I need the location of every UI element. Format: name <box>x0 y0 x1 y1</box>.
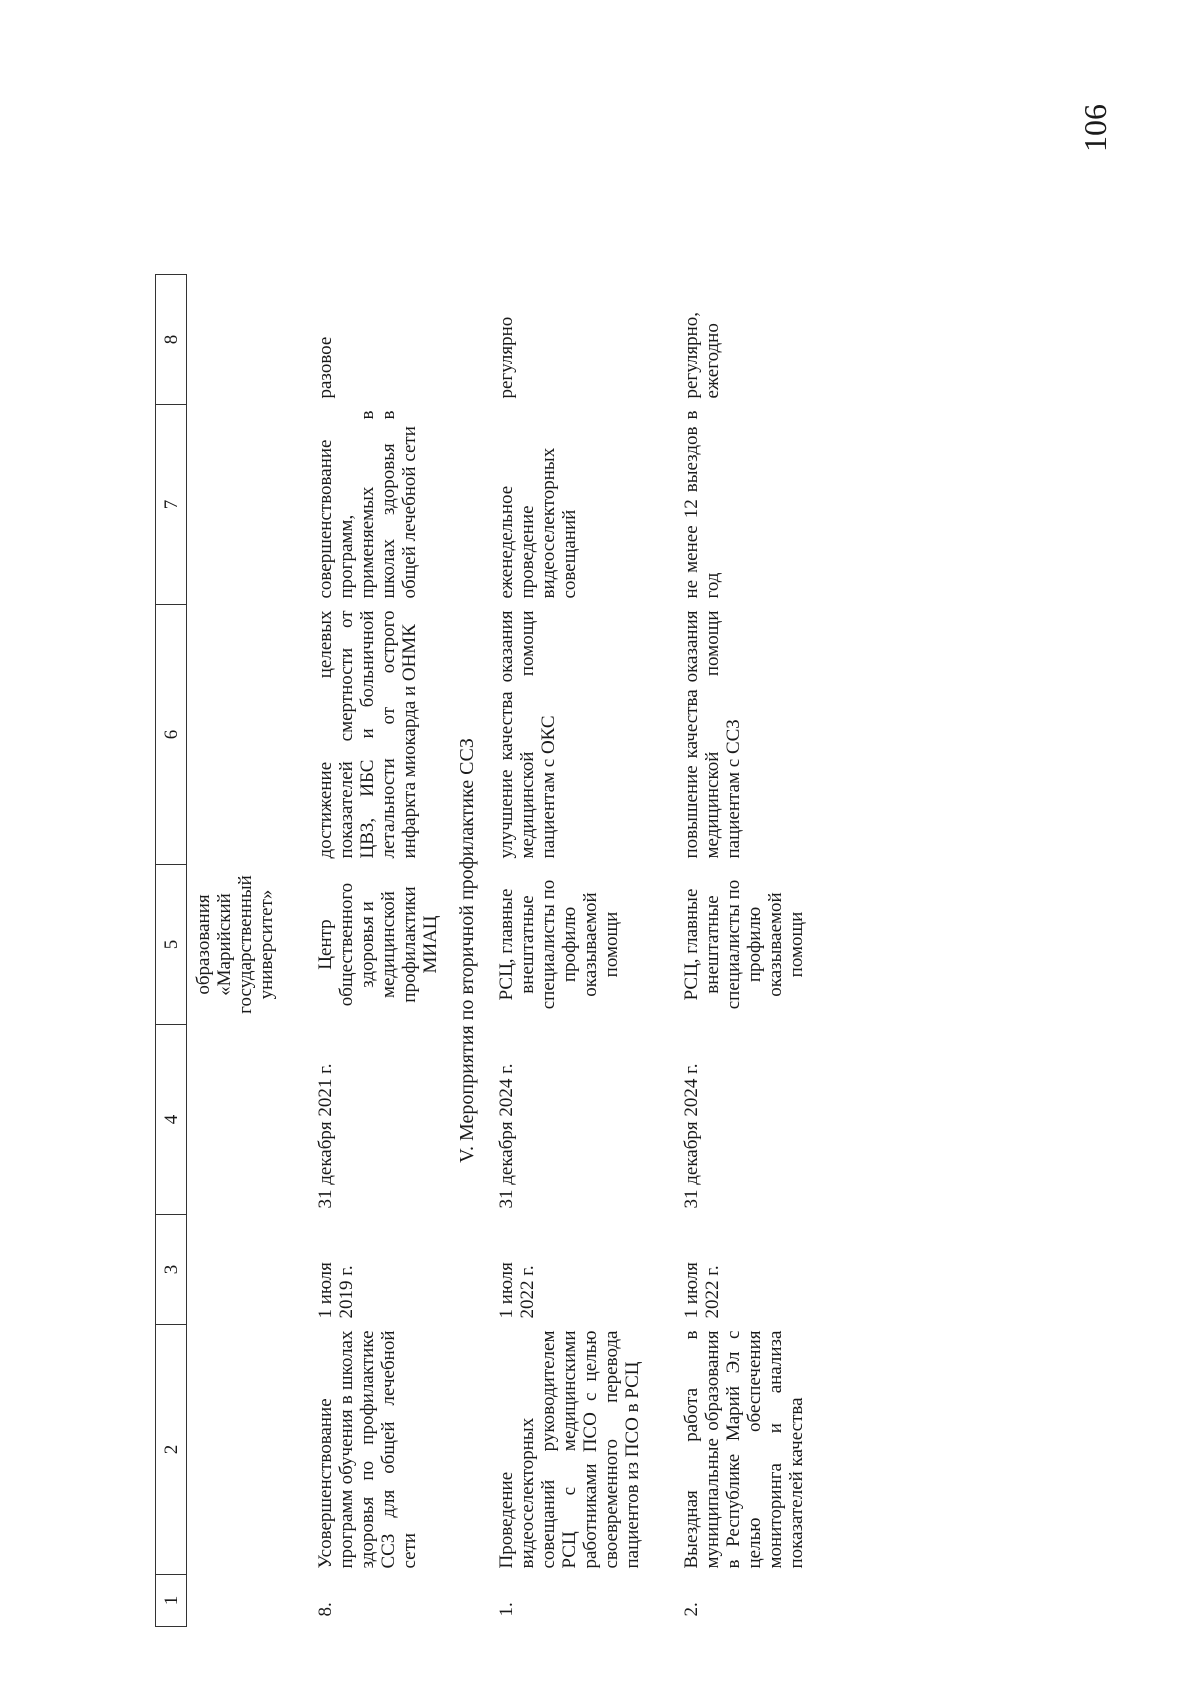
frequency-cell: регулярно, ежегодно <box>681 311 723 399</box>
row-number: 2. <box>681 1602 702 1617</box>
action-cell: Усовершенствование программ обучения в школах здоровья по профилактике ССЗ для общей лечебной сети <box>315 1330 420 1569</box>
indicator-cell: совершенствование программ, применяемых в школах здоровья в общей лечебной сети <box>315 410 420 599</box>
table-row <box>492 275 647 1627</box>
frequency-cell: регулярно <box>496 316 517 399</box>
action-cell: Проведение видеоселекторных совещаний руководителем РСЦ с медицинскими работниками ПСО с целью своевременного перевода пациентов из ПСО в РСЦ <box>496 1330 643 1569</box>
start-date-cell: 1 июля 2022 г. <box>496 1262 538 1319</box>
end-date-cell: 31 декабря 2024 г. <box>681 1063 702 1209</box>
action-plan-table <box>155 274 811 1627</box>
row-number: 1. <box>496 1602 517 1617</box>
responsible-cell: Центр общественного здоровья и медицинской профилактики МИАЦ <box>315 882 441 1007</box>
table-row <box>647 275 811 1627</box>
table-row <box>281 275 445 1627</box>
continuation-row <box>187 275 282 1627</box>
header-cell: 5 <box>156 865 187 1025</box>
end-date-cell: 31 декабря 2021 г. <box>315 1063 336 1209</box>
row-number: 8. <box>315 1602 336 1617</box>
header-cell: 2 <box>156 1325 187 1575</box>
action-cell: Выездная работа в муниципальные образования в Республике Марий Эл с целью обеспечения мониторинга и анализа показателей качества <box>681 1330 807 1569</box>
end-date-cell: 31 декабря 2024 г. <box>496 1063 517 1209</box>
section-title: V. Мероприятия по вторичной профилактике ССЗ <box>456 738 478 1163</box>
indicator-cell: еженедельное проведение видеоселекторных совещаний <box>496 447 580 599</box>
result-cell: повышение качества оказания медицинской помощи пациентам с ССЗ <box>681 610 744 859</box>
frequency-cell: разовое <box>315 336 336 399</box>
start-date-cell: 1 июля 2022 г. <box>681 1262 723 1319</box>
header-row <box>156 275 187 1627</box>
header-cell: 4 <box>156 1025 187 1215</box>
rotated-page <box>0 102 1200 1697</box>
result-cell: достижение целевых показателей смертности от ЦВЗ, ИБС и больничной летальности от острого инфаркта миокарда и ОНМК <box>315 610 420 859</box>
header-cell: 7 <box>156 405 187 605</box>
indicator-cell: не менее 12 выездов в год <box>681 410 723 599</box>
result-cell: улучшение качества оказания медицинской помощи пациентам с ОКС <box>496 610 559 859</box>
responsible-cell: РСЦ, главные внештатные специалисты по профилю оказываемой помощи <box>496 879 622 1010</box>
header-cell: 8 <box>156 275 187 405</box>
header-cell: 1 <box>156 1575 187 1627</box>
header-cell: 3 <box>156 1215 187 1325</box>
start-date-cell: 1 июля 2019 г. <box>315 1262 357 1319</box>
header-cell: 6 <box>156 605 187 865</box>
responsible-cell: РСЦ, главные внештатные специалисты по профилю оказываемой помощи <box>681 879 807 1010</box>
section-row <box>445 275 492 1627</box>
responsible-continuation: образования «Марийский государственный университет» <box>193 875 277 1014</box>
page-number: 106 <box>1077 104 1113 152</box>
